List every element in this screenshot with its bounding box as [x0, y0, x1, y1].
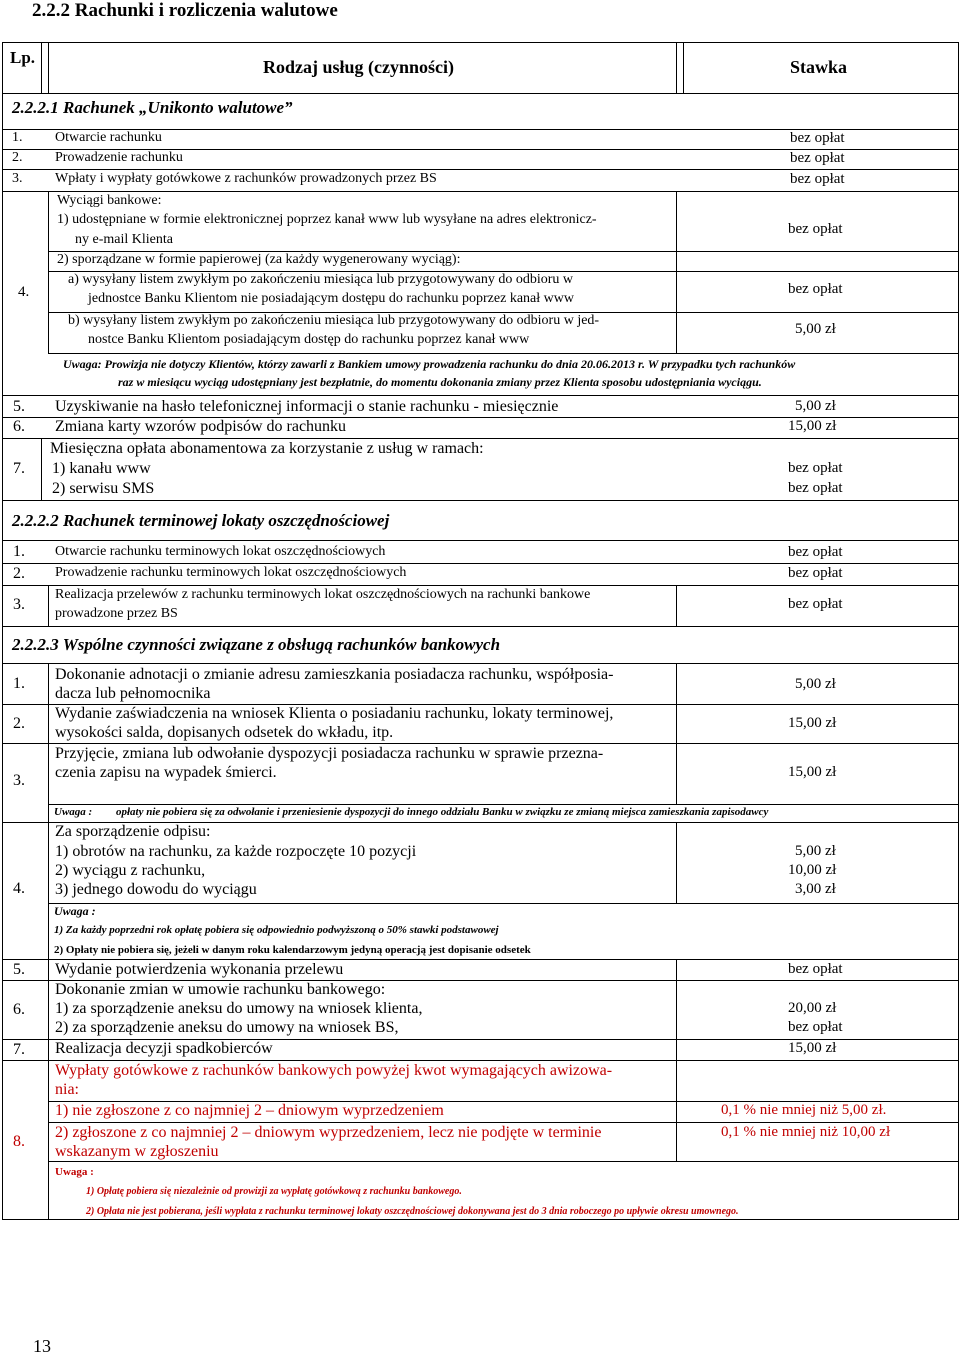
row-label: Dokonanie zmian w umowie rachunku bankowego: — [55, 981, 386, 998]
row-rate: bez opłat — [790, 150, 845, 166]
row-label: Realizacja decyzji spadkobierców — [55, 1040, 273, 1057]
row-label: Wypłaty gotówkowe z rachunków bankowych powyżej kwot wymagających awizowa- — [55, 1062, 613, 1079]
row-label: Przyjęcie, zmiana lub odwołanie dyspozycji posiadacza rachunku w sprawie przezna- — [55, 745, 604, 762]
row-label: 2) serwisu SMS — [52, 480, 155, 497]
header-lp: Lp. — [10, 48, 36, 67]
row-label: Prowadzenie rachunku terminowych lokat oszczędnościowych — [55, 565, 407, 580]
row-label: Dokonanie adnotacji o zmianie adresu zamieszkania posiadacza rachunku, współposia- — [55, 666, 614, 683]
row-label: Wyciągi bankowe: — [57, 193, 162, 208]
note-label: Uwaga : — [54, 806, 93, 818]
row-rate: bez opłat — [788, 460, 843, 476]
row-label: Za sporządzenie odpisu: — [55, 823, 211, 840]
row-no: 7. — [13, 460, 25, 477]
row-no: 2. — [12, 150, 23, 165]
row-rate: 15,00 zł — [788, 1040, 837, 1056]
row-rate: 10,00 zł — [788, 862, 837, 878]
row-no: 5. — [13, 961, 25, 978]
row-label: nostce Banku Klientom posiadającym dostęp do rachunku poprzez kanał www — [88, 332, 530, 347]
row-no: 4. — [18, 284, 30, 300]
section-title-1: 2.2.2.1 Rachunek „Unikonto walutowe” — [12, 98, 293, 117]
row-label: 3) jednego dowodu do wyciągu — [55, 881, 257, 898]
row-rate: bez opłat — [788, 480, 843, 496]
row-label: Miesięczna opłata abonamentowa za korzystanie z usług w ramach: — [50, 440, 484, 457]
row-rate: bez opłat — [790, 171, 845, 187]
row-rate: 15,00 zł — [788, 764, 837, 780]
note: raz w miesiącu wyciąg udostępniany jest bezpłatnie, do momentu dokonania zmiany przez Klienta sposobu udostępniania wyciągu. — [118, 375, 762, 389]
row-rate: 3,00 zł — [795, 881, 836, 897]
row-label: Otwarcie rachunku terminowych lokat oszczędnościowych — [55, 544, 386, 559]
row-no: 2. — [13, 715, 25, 732]
row-no: 3. — [13, 772, 25, 789]
note: 1) Opłatę pobiera się niezależnie od prowizji za wypłatę gotówkową z rachunku bankowego. — [86, 1186, 462, 1197]
row-rate: bez opłat — [790, 130, 845, 146]
row-no: 6. — [13, 418, 25, 435]
row-rate: 5,00 zł — [795, 398, 836, 414]
row-rate: 15,00 zł — [788, 418, 837, 434]
section-title-3: 2.2.2.3 Wspólne czynności związane z obsługą rachunków bankowych — [12, 635, 501, 654]
row-no: 3. — [12, 171, 23, 186]
row-no: 8. — [13, 1133, 25, 1150]
row-label: b) wysyłany listem zwykłym po zakończeniu miesiąca lub przygotowywany do odbioru w jed- — [68, 313, 600, 328]
row-label: 1) za sporządzenie aneksu do umowy na wniosek klienta, — [55, 1000, 423, 1017]
note: 2) Opłaty nie pobiera się, jeżeli w danym roku kalendarzowym jedyną operacją jest dopisanie odsetek — [54, 944, 531, 956]
note: 2) Opłata nie jest pobierana, jeśli wypłata z rachunku terminowej lokaty oszczędnościowej dokonywana jest do 3 dnia roboczego po upływie okresu umownego. — [86, 1206, 739, 1217]
row-no: 2. — [13, 565, 25, 582]
row-no: 1. — [12, 130, 23, 145]
row-rate: bez opłat — [788, 596, 843, 612]
row-no: 1. — [13, 543, 25, 560]
row-no: 3. — [13, 596, 25, 613]
header-service: Rodzaj usług (czynności) — [263, 57, 455, 77]
row-label: 2) wyciągu z rachunku, — [55, 862, 206, 879]
row-rate: bez opłat — [788, 281, 843, 297]
row-label: Wydanie potwierdzenia wykonania przelewu — [55, 961, 344, 978]
row-label: prowadzone przez BS — [55, 606, 178, 621]
row-no: 4. — [13, 880, 25, 897]
row-no: 7. — [13, 1041, 25, 1058]
row-no: 1. — [13, 675, 25, 692]
row-label: 1) obrotów na rachunku, za każde rozpoczęte 10 pozycji — [55, 843, 417, 860]
row-label: Otwarcie rachunku — [55, 130, 162, 145]
row-label: Wydanie zaświadczenia na wniosek Klienta o posiadaniu rachunku, lokaty terminowej, — [55, 705, 614, 722]
row-label: Wpłaty i wypłaty gotówkowe z rachunków prowadzonych przez BS — [55, 171, 437, 186]
row-rate: 0,1 % nie mniej niż 5,00 zł. — [721, 1102, 887, 1118]
row-rate: bez opłat — [788, 1019, 843, 1035]
row-rate: 0,1 % nie mniej niż 10,00 zł — [721, 1124, 891, 1140]
row-rate: 5,00 zł — [795, 676, 836, 692]
note-label: Uwaga : — [55, 1166, 94, 1178]
row-label: czenia zapisu na wypadek śmierci. — [55, 764, 277, 781]
row-rate: bez opłat — [788, 544, 843, 560]
row-label: jednostce Banku Klientom nie posiadającym dostępu do rachunku poprzez kanał www — [88, 291, 574, 306]
row-label: 1) nie zgłoszone z co najmniej 2 – dniowym wyprzedzeniem — [55, 1102, 444, 1119]
note: 1) Za każdy poprzedni rok opłatę pobiera się odpowiednio podwyższoną o 50% stawki podstawowej — [54, 924, 499, 936]
header-rate: Stawka — [790, 57, 848, 77]
section-title-2: 2.2.2.2 Rachunek terminowej lokaty oszczędnościowej — [12, 511, 390, 530]
page-number: 13 — [33, 1336, 51, 1356]
row-rate: 5,00 zł — [795, 843, 836, 859]
row-label: dacza lub pełnomocnika — [55, 685, 211, 702]
row-label: wysokości salda, dopisanych odsetek do wkładu, itp. — [55, 724, 394, 741]
row-label: Prowadzenie rachunku — [55, 150, 183, 165]
note: Uwaga: Prowizja nie dotyczy Klientów, którzy zawarli z Bankiem umowy prowadzenia rachunku do dnia 20.06.2013 r. W przypadku tych rachunków — [63, 357, 796, 371]
section-heading: 2.2.2 Rachunki i rozliczenia walutowe — [32, 0, 338, 21]
row-label: Zmiana karty wzorów podpisów do rachunku — [55, 418, 347, 435]
row-no: 5. — [13, 398, 25, 415]
note-label: Uwaga : — [54, 904, 96, 918]
row-label: nia: — [55, 1081, 79, 1098]
row-rate: 20,00 zł — [788, 1000, 837, 1016]
row-rate: 15,00 zł — [788, 715, 837, 731]
row-rate: bez opłat — [788, 221, 843, 237]
row-label: 2) za sporządzenie aneksu do umowy na wniosek BS, — [55, 1019, 399, 1036]
row-label: 1) udostępniane w formie elektronicznej poprzez kanał www lub wysyłane na adres elektronicz- — [57, 212, 597, 227]
row-label: 1) kanału www — [52, 460, 151, 477]
note: opłaty nie pobiera się za odwołanie i przeniesienie dyspozycji do innego oddziału Banku w związku ze zmianą miejsca zamieszkania zapisodawcy — [116, 806, 769, 818]
row-label: Uzyskiwanie na hasło telefonicznej informacji o stanie rachunku - miesięcznie — [55, 398, 559, 415]
row-label: Realizacja przelewów z rachunku terminowych lokat oszczędnościowych na rachunki bankowe — [55, 587, 591, 602]
row-rate: 5,00 zł — [795, 321, 836, 337]
row-rate: bez opłat — [788, 565, 843, 581]
row-label: ny e-mail Klienta — [75, 232, 173, 247]
row-label: 2) zgłoszone z co najmniej 2 – dniowym wyprzedzeniem, lecz nie podjęte w terminie — [55, 1124, 602, 1141]
row-label: a) wysyłany listem zwykłym po zakończeniu miesiąca lub przygotowywany do odbioru w — [68, 272, 574, 287]
row-label: wskazanym w zgłoszeniu — [55, 1143, 219, 1160]
row-label: 2) sporządzane w formie papierowej (za każdy wygenerowany wyciąg): — [57, 252, 461, 267]
row-rate: bez opłat — [788, 961, 843, 977]
row-no: 6. — [13, 1001, 25, 1018]
